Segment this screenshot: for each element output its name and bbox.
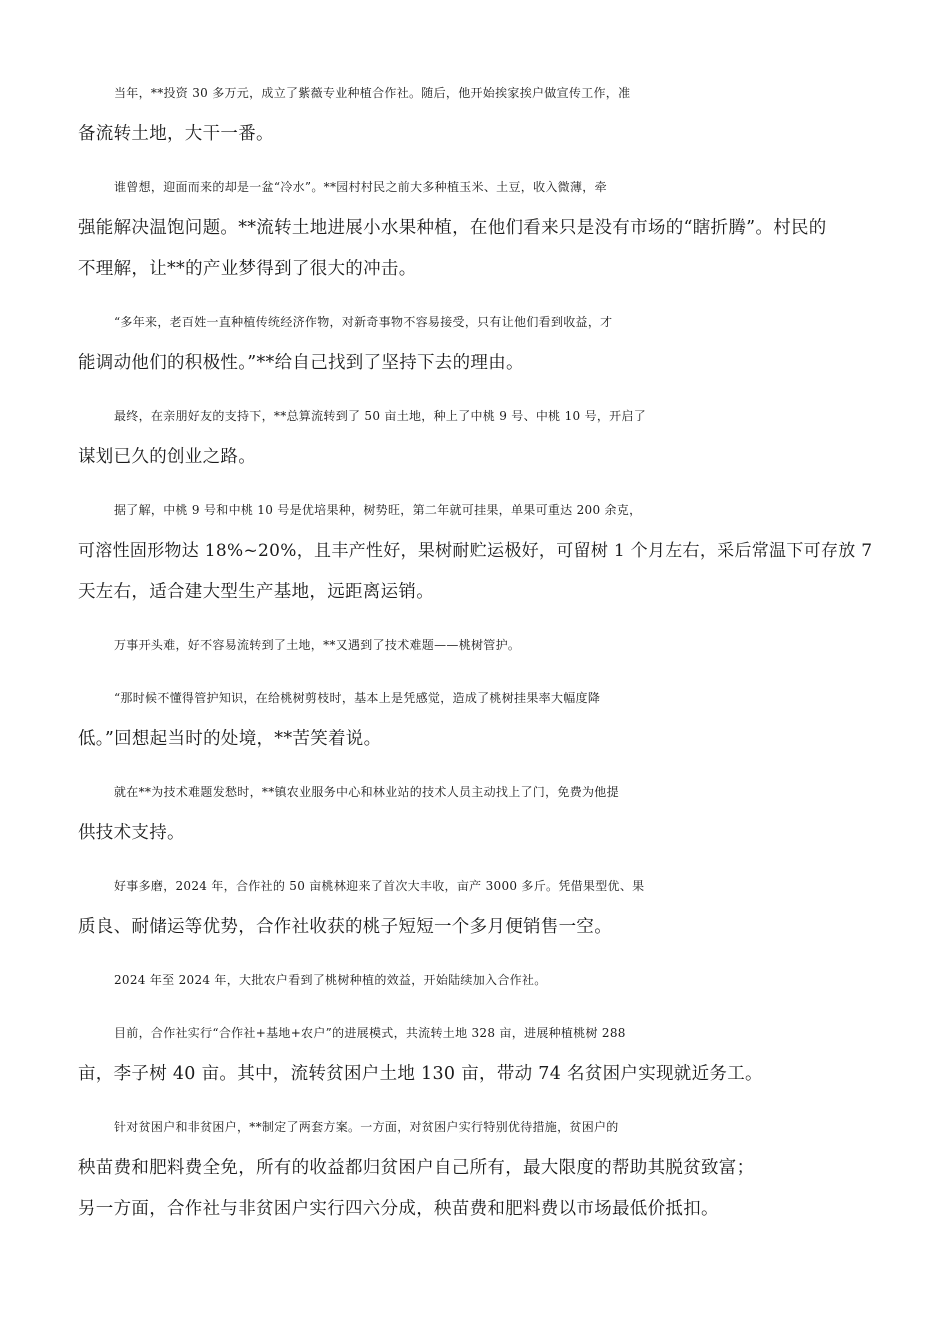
- paragraph-7-line-2: 低。”回想起当时的处境，**苦笑着说。: [78, 729, 382, 749]
- paragraph-11-line-2: 亩，李子树 40 亩。其中，流转贫困户土地 130 亩，带动 74 名贫困户实现就近务工。: [78, 1064, 763, 1084]
- paragraph-4-line-2: 谋划已久的创业之路。: [78, 447, 256, 467]
- paragraph-6-line-1: 万事开头难，好不容易流转到了土地，**又遇到了技术难题——桃树管护。: [114, 638, 521, 652]
- paragraph-12-line-2: 秧苗费和肥料费全免，所有的收益都归贫困户自己所有，最大限度的帮助其脱贫致富；: [78, 1158, 755, 1178]
- paragraph-2-line-3: 不理解，让**的产业梦得到了很大的冲击。: [78, 259, 417, 279]
- paragraph-12-line-3: 另一方面，合作社与非贫困户实行四六分成，秧苗费和肥料费以市场最低价抵扣。: [78, 1199, 719, 1219]
- paragraph-7-line-1: “那时候不懂得管护知识，在给桃树剪枝时，基本上是凭感觉，造成了桃树挂果率大幅度降: [114, 691, 601, 705]
- paragraph-5-line-3: 天左右，适合建大型生产基地，远距离运销。: [78, 582, 434, 602]
- paragraph-9-line-1: 好事多磨，2024 年，合作社的 50 亩桃林迎来了首次大丰收，亩产 3000 多斤。凭借果型优、果: [114, 879, 645, 893]
- paragraph-9-line-2: 质良、耐储运等优势，合作社收获的桃子短短一个多月便销售一空。: [78, 917, 612, 937]
- paragraph-3-line-2: 能调动他们的积极性。”**给自己找到了坚持下去的理由。: [78, 353, 524, 373]
- paragraph-2-line-1: 谁曾想，迎面而来的却是一盆“冷水”。**园村村民之前大多种植玉米、土豆，收入微薄，牵: [114, 180, 607, 194]
- paragraph-4-line-1: 最终，在亲朋好友的支持下，**总算流转到了 50 亩土地，种上了中桃 9 号、中桃 10 号，开启了: [114, 409, 647, 423]
- paragraph-5-line-1: 据了解，中桃 9 号和中桃 10 号是优培果种，树势旺，第二年就可挂果，单果可重达 200 余克，: [114, 503, 642, 517]
- paragraph-1-line-2: 备流转土地，大干一番。: [78, 124, 274, 144]
- paragraph-8-line-1: 就在**为技术难题发愁时，**镇农业服务中心和林业站的技术人员主动找上了门，免费为他提: [114, 785, 619, 799]
- paragraph-5-line-2: 可溶性固形物达 18%~20%，且丰产性好，果树耐贮运极好，可留树 1 个月左右，采后常温下可存放 7: [78, 541, 873, 561]
- paragraph-1-line-1: 当年，**投资 30 多万元，成立了紫薇专业种植合作社。随后，他开始挨家挨户做宣传工作，准: [114, 86, 631, 100]
- paragraph-11-line-1: 目前，合作社实行“合作社+基地+农户”的进展模式，共流转土地 328 亩，进展种植桃树 288: [114, 1026, 626, 1040]
- paragraph-2-line-2: 强能解决温饱问题。**流转土地进展小水果种植，在他们看来只是没有市场的“瞎折腾”。村民的: [78, 218, 827, 238]
- paragraph-3-line-1: “多年来，老百姓一直种植传统经济作物，对新奇事物不容易接受，只有让他们看到收益，才: [114, 315, 613, 329]
- paragraph-10-line-1: 2024 年至 2024 年，大批农户看到了桃树种植的效益，开始陆续加入合作社。: [114, 973, 547, 987]
- paragraph-12-line-1: 针对贫困户和非贫困户，**制定了两套方案。一方面，对贫困户实行特别优待措施，贫困户的: [114, 1120, 619, 1134]
- paragraph-8-line-2: 供技术支持。: [78, 823, 185, 843]
